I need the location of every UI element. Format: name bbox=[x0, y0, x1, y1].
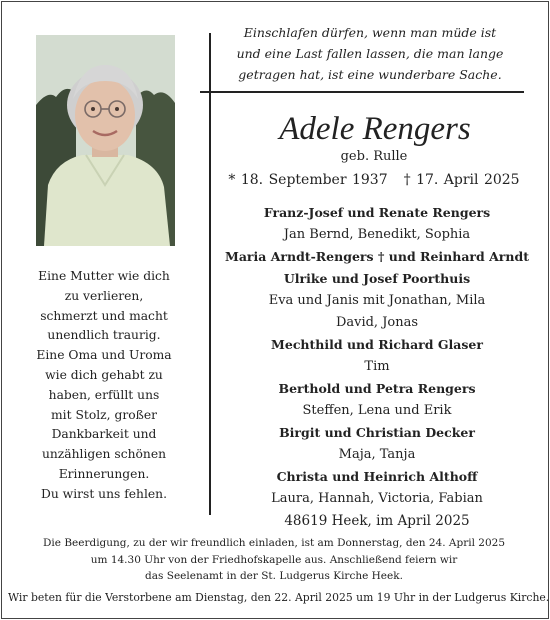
top-poem-line: und eine Last fallen lassen, die man lange bbox=[236, 46, 504, 61]
left-poem-line: wie dich gehabt zu bbox=[45, 367, 163, 382]
mourners-list bbox=[212, 202, 542, 510]
top-poem-line: Einschlafen dürfen, wenn man müde ist bbox=[243, 25, 497, 40]
mourner-line: Maja, Tanja bbox=[338, 447, 416, 462]
left-poem-line: zu verlieren, bbox=[64, 288, 144, 303]
mourner-line: Franz-Josef und Renate Rengers bbox=[263, 205, 491, 220]
left-poem-line: Dankbarkeit und bbox=[51, 427, 157, 442]
mourner-line: Tim bbox=[364, 359, 390, 374]
mourner-line: Eva und Janis mit Jonathan, Mila bbox=[268, 293, 486, 308]
left-poem-line: Erinnerungen. bbox=[58, 466, 150, 481]
left-poem-line: unendlich traurig. bbox=[47, 328, 161, 343]
funeral-line: das Seelenamt in der St. Ludgerus Kirche Heek. bbox=[145, 570, 403, 582]
left-poem-line: mit Stolz, großer bbox=[51, 407, 157, 422]
left-poem-line: Eine Mutter wie dich bbox=[38, 269, 170, 283]
funeral-line: um 14.30 Uhr von der Friedhofskapelle aus. Anschließend feiern wir bbox=[90, 553, 458, 566]
funeral-line: Die Beerdigung, zu der wir freundlich einladen, ist am Donnerstag, den 24. April 2025 bbox=[42, 537, 506, 549]
left-poem-line: haben, erfüllt uns bbox=[48, 387, 160, 402]
left-poem bbox=[18, 267, 190, 505]
prayer-notice: Wir beten für die Verstorbene am Dienstag, den 22. April 2025 um 19 Uhr in der Ludgerus Kirche. bbox=[8, 590, 550, 604]
cross-vertical-bar bbox=[209, 33, 211, 515]
left-poem-line: unzähligen schönen bbox=[41, 447, 167, 462]
left-poem-line: Eine Oma und Uroma bbox=[36, 348, 172, 363]
portrait-photo bbox=[36, 35, 175, 246]
mourner-line: Christa und Heinrich Althoff bbox=[276, 469, 478, 484]
place-and-date: 48619 Heek, im April 2025 bbox=[284, 513, 470, 529]
top-poem bbox=[220, 22, 520, 85]
mourner-line: Jan Bernd, Benedikt, Sophia bbox=[283, 227, 471, 242]
mourner-line: Mechthild und Richard Glaser bbox=[271, 337, 483, 352]
mourner-line: Steffen, Lena und Erik bbox=[302, 403, 452, 418]
footer-notice bbox=[8, 535, 550, 606]
cross-horizontal-bar bbox=[200, 91, 524, 93]
mourner-line: Laura, Hannah, Victoria, Fabian bbox=[271, 491, 483, 506]
death-date: † 17. April 2025 bbox=[403, 172, 520, 188]
left-poem-line: schmerzt und macht bbox=[40, 308, 168, 323]
left-poem-line: Du wirst uns fehlen. bbox=[40, 486, 168, 501]
birth-name: geb. Rulle bbox=[340, 149, 408, 164]
birth-date: * 18. September 1937 bbox=[228, 172, 388, 188]
deceased-name: Adele Rengers bbox=[279, 111, 471, 147]
mourner-line: David, Jonas bbox=[335, 315, 419, 330]
mourner-line: Maria Arndt-Rengers † und Reinhard Arndt bbox=[225, 249, 529, 264]
mourner-line: Berthold und Petra Rengers bbox=[278, 381, 476, 396]
mourner-line: Ulrike und Josef Poorthuis bbox=[283, 271, 471, 286]
life-dates bbox=[210, 170, 538, 190]
mourner-line: Birgit und Christian Decker bbox=[279, 425, 475, 440]
top-poem-line: getragen hat, ist eine wunderbare Sache. bbox=[238, 67, 502, 82]
